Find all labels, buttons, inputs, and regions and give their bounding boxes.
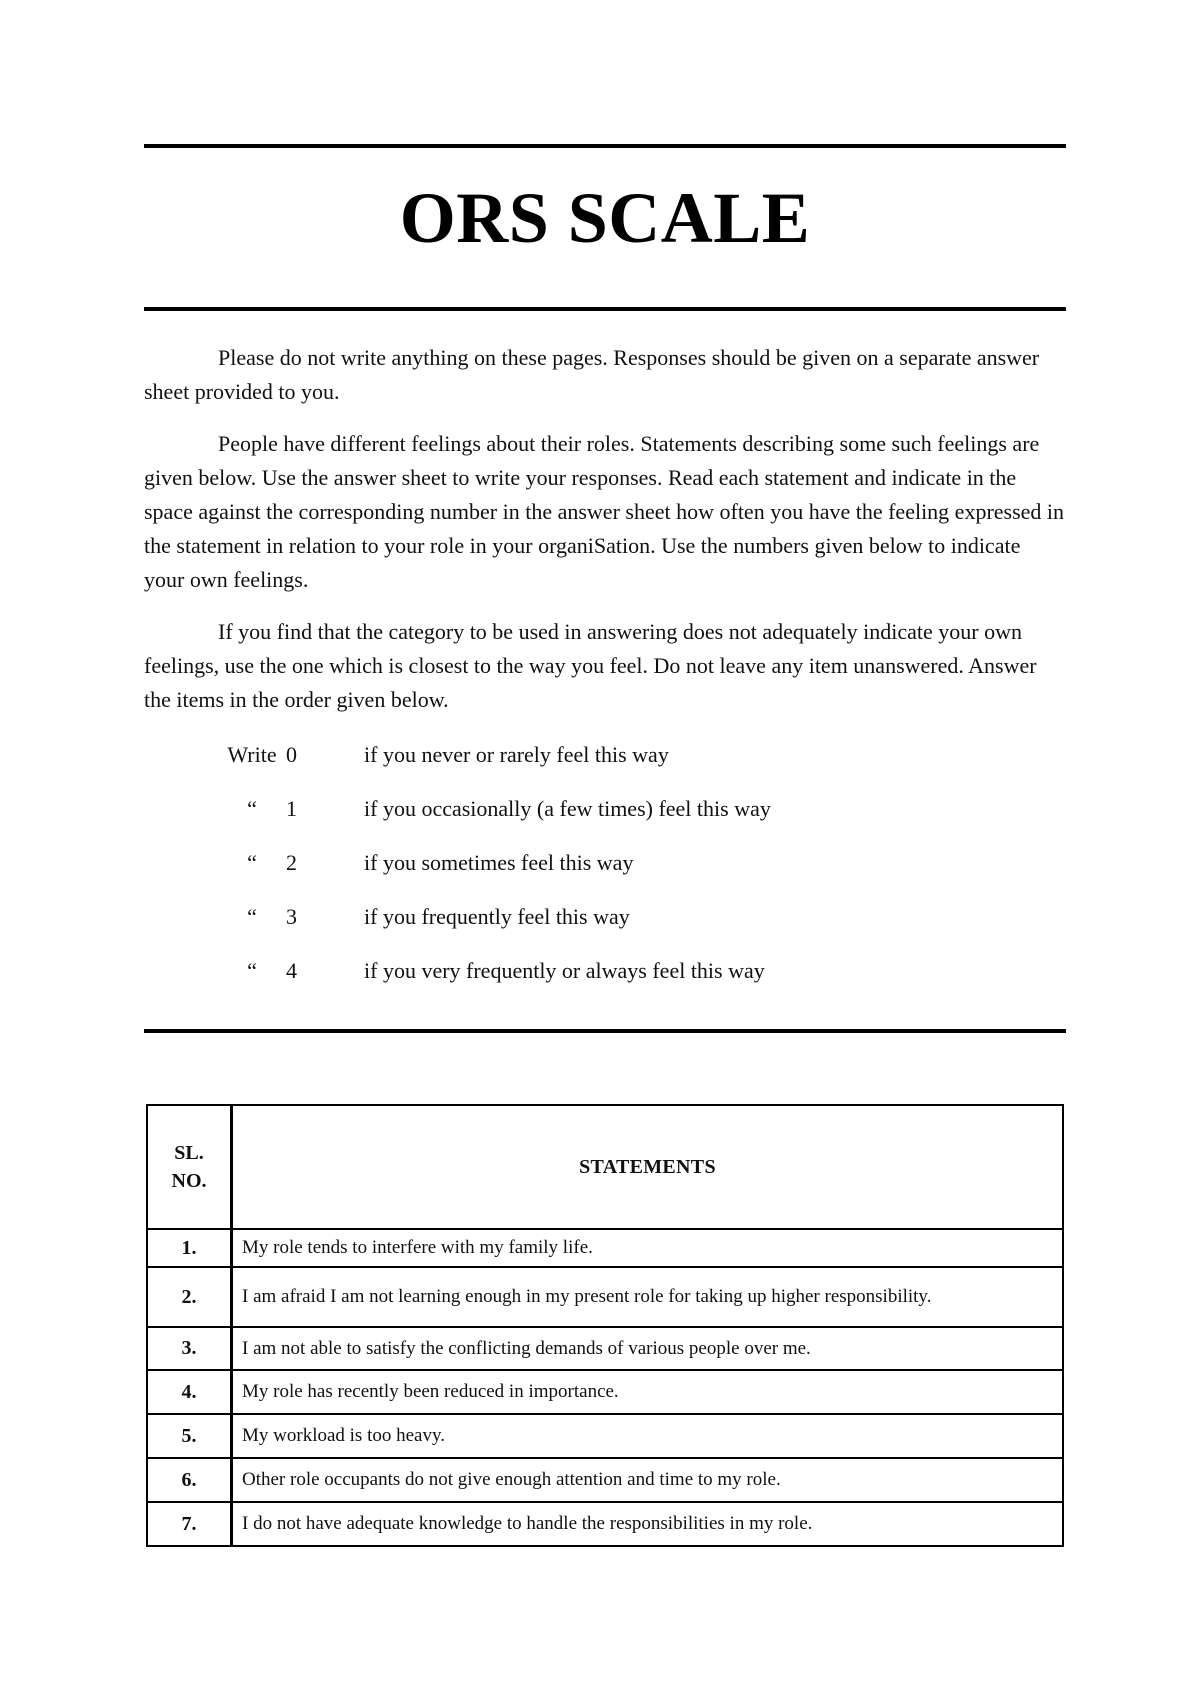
row-number: 1. [147, 1229, 232, 1267]
scale-description: if you frequently feel this way [364, 904, 630, 929]
scale-description: if you occasionally (a few times) feel this way [364, 796, 771, 821]
instruction-paragraph-1: Please do not write anything on these pages. Responses should be given on a separate answer sheet provided to you. [144, 345, 1040, 404]
table-row [147, 1414, 1063, 1458]
scale-description: if you sometimes feel this way [364, 850, 634, 875]
table-row [147, 1370, 1063, 1414]
page-title: ORS SCALE [399, 178, 811, 258]
scale-row [218, 738, 1018, 792]
row-number: 6. [147, 1458, 232, 1502]
scale-prefix: “ [247, 796, 257, 821]
table-header-row [147, 1105, 1063, 1229]
scale-row [218, 900, 1018, 954]
scale-prefix: Write [227, 742, 277, 767]
column-header-sl-no [147, 1105, 232, 1229]
instructions [144, 341, 1066, 735]
row-number: 3. [147, 1327, 232, 1370]
scale-number: 2 [286, 850, 297, 875]
scale-prefix: “ [247, 850, 257, 875]
row-statement: My role has recently been reduced in importance. [232, 1370, 1064, 1414]
row-statement: I am not able to satisfy the conflicting demands of various people over me. [232, 1327, 1064, 1370]
scale-number: 0 [286, 742, 297, 767]
row-statement: I am afraid I am not learning enough in my present role for taking up higher responsibility. [232, 1267, 1064, 1327]
scale-row [218, 954, 1018, 1008]
header-sl-line2: NO. [171, 1170, 207, 1192]
section-divider [144, 1029, 1066, 1033]
table-row [147, 1229, 1063, 1267]
row-number: 7. [147, 1502, 232, 1546]
scale-row [218, 792, 1018, 846]
scale-row [218, 846, 1018, 900]
title-divider [144, 307, 1066, 311]
statements-table-wrapper [146, 1104, 1064, 1547]
scale-description: if you never or rarely feel this way [364, 742, 669, 767]
scale-prefix: “ [247, 958, 257, 983]
row-statement: My role tends to interfere with my family life. [232, 1229, 1064, 1267]
instruction-paragraph-2: People have different feelings about their roles. Statements describing some such feelings are given below. Use the answer sheet to write your responses. Read each statement and indicate in the space against the corresponding number in the answer sheet how often you have the feeling expressed in the statement in relation to your role in your organiSation. Use the numbers given below to indicate your own feelings. [144, 431, 1065, 592]
scale-number: 1 [286, 796, 297, 821]
statements-table [146, 1104, 1064, 1547]
scale-prefix: “ [247, 904, 257, 929]
table-row [147, 1502, 1063, 1546]
row-number: 2. [147, 1267, 232, 1327]
row-number: 5. [147, 1414, 232, 1458]
row-statement: I do not have adequate knowledge to handle the responsibilities in my role. [232, 1502, 1064, 1546]
header-sl-line1: SL. [174, 1142, 204, 1164]
row-statement: My workload is too heavy. [232, 1414, 1064, 1458]
response-scale [218, 738, 1018, 1008]
scale-description: if you very frequently or always feel this way [364, 958, 765, 983]
scale-number: 4 [286, 958, 297, 983]
top-divider [144, 144, 1066, 148]
scale-number: 3 [286, 904, 297, 929]
column-header-statements: STATEMENTS [232, 1105, 1064, 1229]
table-row [147, 1327, 1063, 1370]
row-number: 4. [147, 1370, 232, 1414]
table-row [147, 1267, 1063, 1327]
instruction-paragraph-3: If you find that the category to be used in answering does not adequately indicate your own feelings, use the one which is closest to the way you feel. Do not leave any item unanswered. Answer the items in the order given below. [144, 619, 1037, 712]
table-row [147, 1458, 1063, 1502]
row-statement: Other role occupants do not give enough attention and time to my role. [232, 1458, 1064, 1502]
